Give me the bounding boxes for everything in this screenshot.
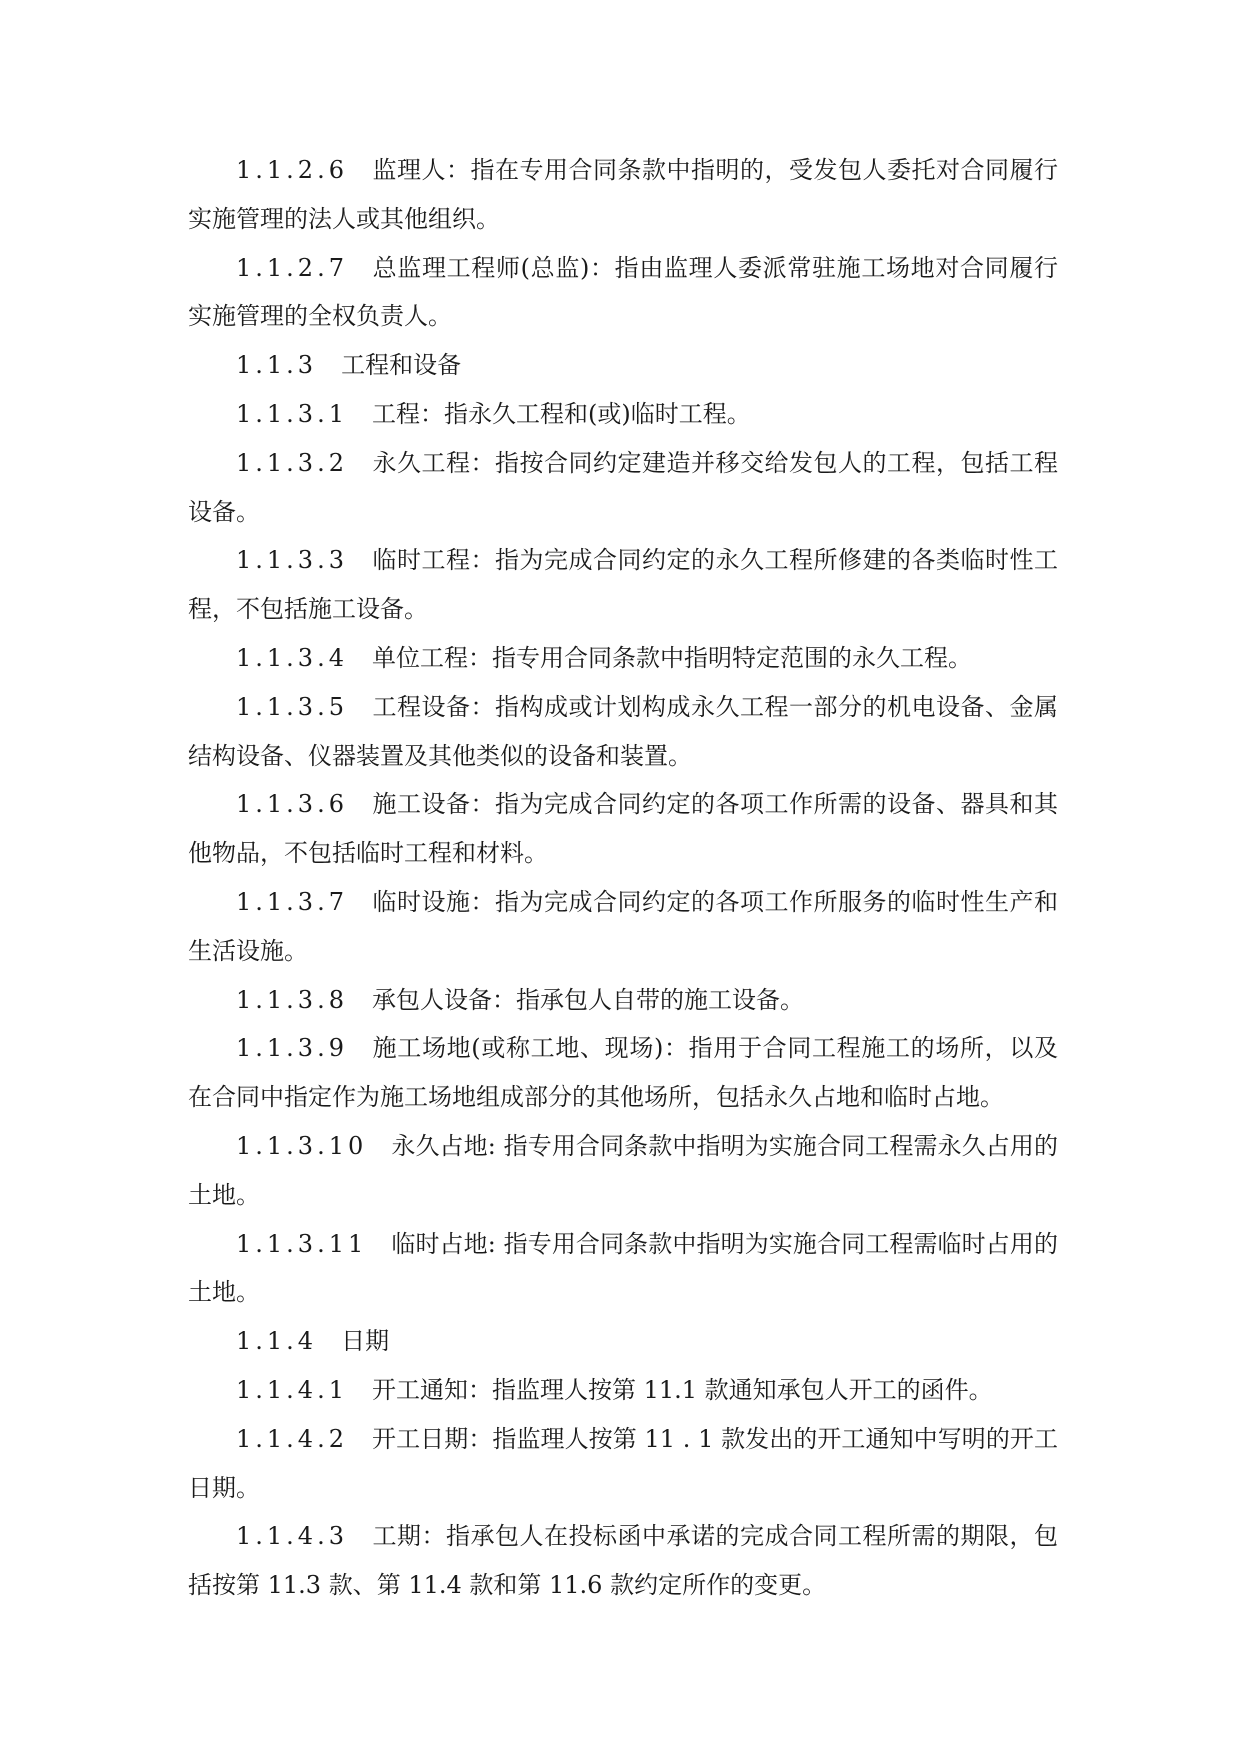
paragraph-1-1-3-5 (188, 683, 1058, 781)
paragraph-1-1-3-8 (188, 976, 1058, 1025)
clause-text: 开工日期：指监理人按第 11 . 1 款发出的开工通知中写明的开工日期。 (188, 1424, 1058, 1502)
clause-number: 1.1.3.10 (236, 1131, 368, 1160)
clause-number: 1.1.4.3 (236, 1522, 348, 1551)
clause-text: 临时工程：指为完成合同约定的永久工程所修建的各类临时性工程，不包括施工设备。 (188, 546, 1058, 624)
paragraph-1-1-4-2 (188, 1415, 1058, 1513)
paragraph-1-1-2-7 (188, 244, 1058, 342)
clause-text: 永久占地: 指专用合同条款中指明为实施合同工程需永久占用的土地。 (188, 1131, 1058, 1209)
clause-number: 1.1.3.2 (236, 448, 348, 477)
paragraph-1-1-2-6 (188, 146, 1058, 244)
paragraph-1-1-3-2 (188, 439, 1058, 537)
clause-number: 1.1.4.2 (236, 1424, 348, 1453)
paragraph-1-1-3-7 (188, 878, 1058, 976)
clause-number: 1.1.4.1 (236, 1375, 348, 1404)
clause-number: 1.1.3.1 (236, 399, 348, 428)
clause-text: 施工设备：指为完成合同约定的各项工作所需的设备、器具和其他物品，不包括临时工程和材料。 (188, 790, 1058, 868)
clause-number: 1.1.3.9 (236, 1034, 348, 1063)
clause-number: 1.1.4 (236, 1327, 318, 1356)
paragraph-1-1-3-1 (188, 390, 1058, 439)
clause-number: 1.1.3.4 (236, 643, 348, 672)
clause-number: 1.1.3.7 (236, 887, 348, 916)
section-heading-1-1-4 (188, 1317, 1058, 1366)
clause-text: 永久工程：指按合同约定建造并移交给发包人的工程，包括工程设备。 (188, 448, 1058, 526)
clause-text: 工程和设备 (341, 351, 462, 380)
clause-text: 临时占地: 指专用合同条款中指明为实施合同工程需临时占用的土地。 (188, 1229, 1058, 1307)
clause-text: 临时设施：指为完成合同约定的各项工作所服务的临时性生产和生活设施。 (188, 887, 1058, 965)
document-body (188, 146, 1058, 1610)
clause-number: 1.1.3.3 (236, 546, 348, 575)
clause-text: 工程设备：指构成或计划构成永久工程一部分的机电设备、金属结构设备、仪器装置及其他类似的设备和装置。 (188, 692, 1058, 770)
clause-text: 承包人设备：指承包人自带的施工设备。 (371, 985, 804, 1014)
clause-number: 1.1.3 (236, 351, 318, 380)
clause-text: 单位工程：指专用合同条款中指明特定范围的永久工程。 (371, 643, 972, 672)
clause-text: 开工通知：指监理人按第 11.1 款通知承包人开工的函件。 (371, 1375, 993, 1404)
paragraph-1-1-3-6 (188, 780, 1058, 878)
clause-number: 1.1.2.6 (236, 156, 348, 184)
clause-number: 1.1.3.8 (236, 985, 348, 1014)
paragraph-1-1-4-1 (188, 1366, 1058, 1415)
clause-text: 监理人：指在专用合同条款中指明的，受发包人委托对合同履行实施管理的法人或其他组织。 (188, 156, 1058, 233)
clause-number: 1.1.3.5 (236, 692, 348, 721)
clause-number: 1.1.2.7 (236, 253, 348, 282)
paragraph-1-1-3-10 (188, 1122, 1058, 1220)
paragraph-1-1-3-11 (188, 1220, 1058, 1318)
clause-text: 施工场地(或称工地、现场)：指用于合同工程施工的场所，以及在合同中指定作为施工场地组成部分的其他场所，包括永久占地和临时占地。 (188, 1034, 1058, 1112)
clause-text: 工期：指承包人在投标函中承诺的完成合同工程所需的期限，包括按第 11.3 款、第 11.4 款和第 11.6 款约定所作的变更。 (188, 1522, 1058, 1600)
clause-number: 1.1.3.6 (236, 790, 348, 819)
section-heading-1-1-3 (188, 341, 1058, 390)
clause-text: 工程：指永久工程和(或)临时工程。 (371, 399, 751, 428)
paragraph-1-1-3-4 (188, 634, 1058, 683)
paragraph-1-1-3-9 (188, 1024, 1058, 1122)
paragraph-1-1-4-3 (188, 1512, 1058, 1610)
clause-number: 1.1.3.11 (236, 1229, 368, 1258)
paragraph-1-1-3-3 (188, 536, 1058, 634)
clause-text: 日期 (341, 1327, 390, 1356)
clause-text: 总监理工程师(总监)：指由监理人委派常驻施工场地对合同履行实施管理的全权负责人。 (188, 253, 1058, 331)
